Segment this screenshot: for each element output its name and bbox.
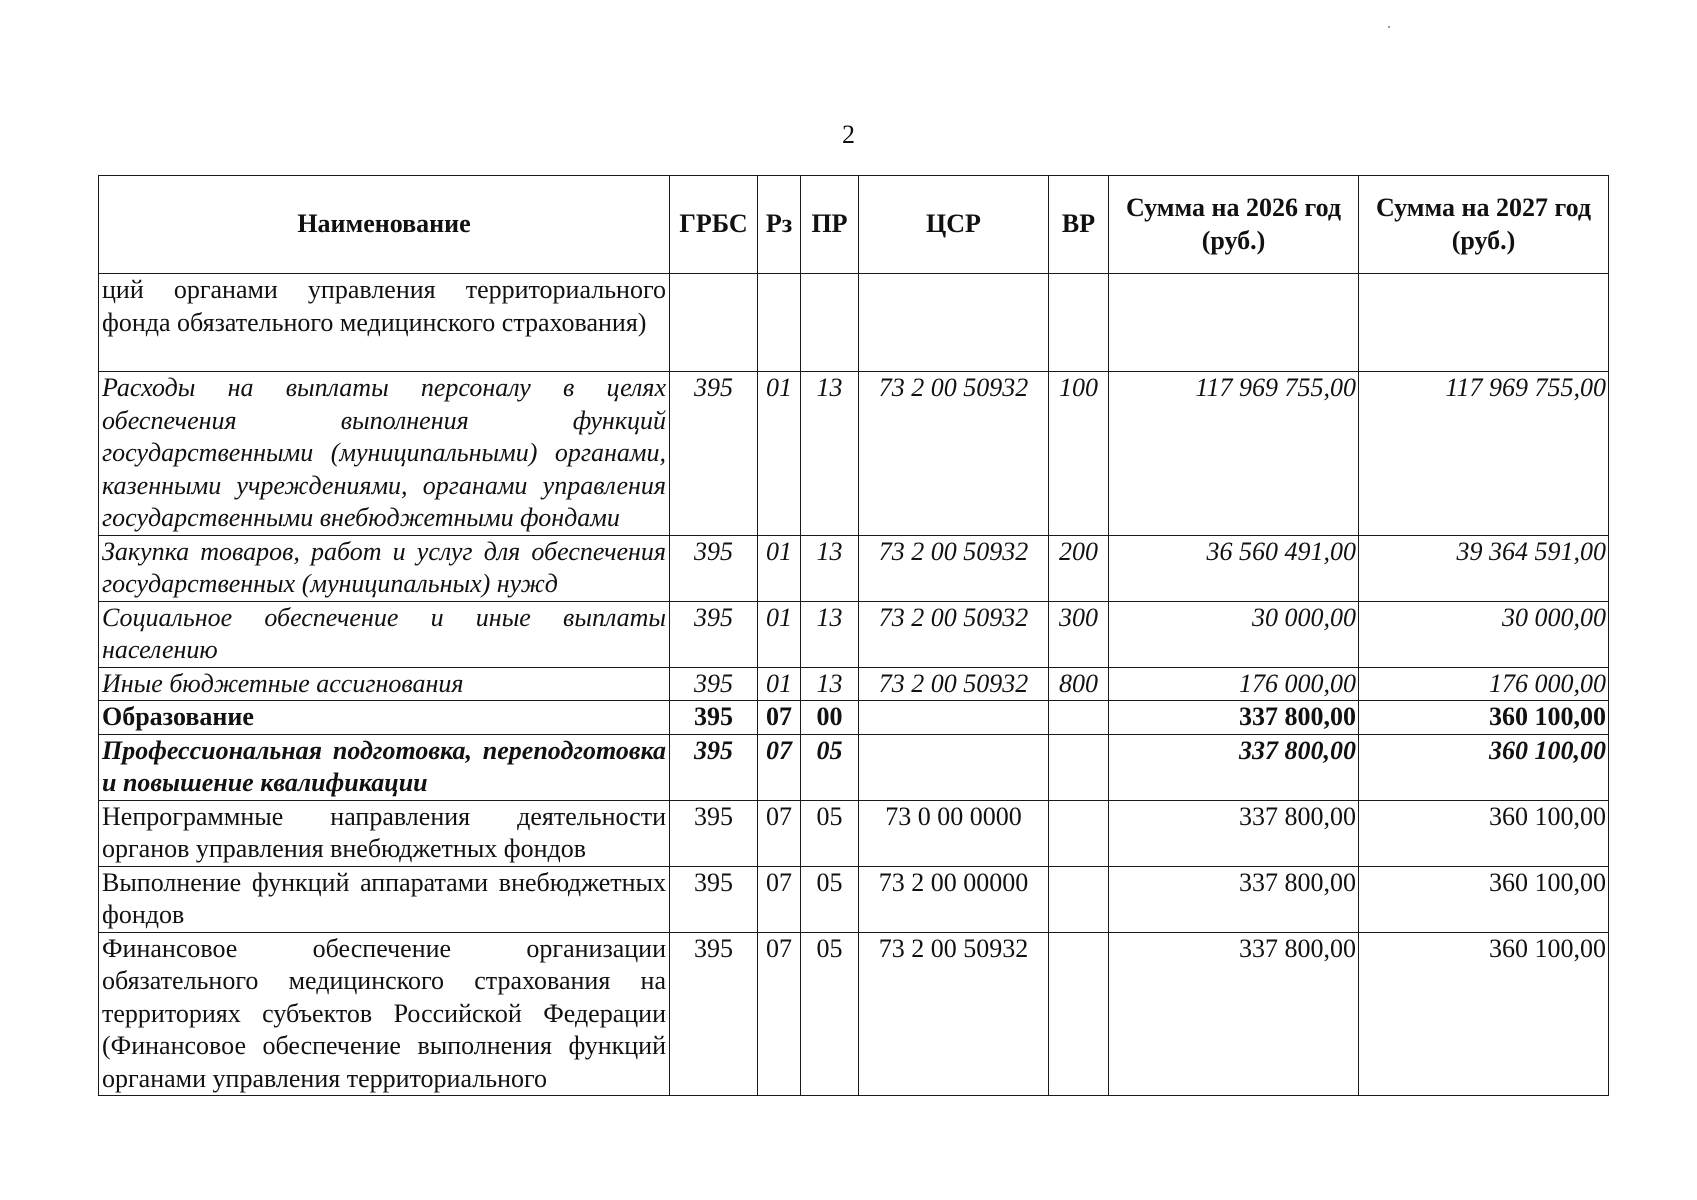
cell-sum-2027 xyxy=(1359,274,1609,372)
cell-rz: 01 xyxy=(758,667,801,701)
cell-sum-2027: 360 100,00 xyxy=(1359,866,1609,932)
table-row xyxy=(99,274,1609,372)
header-grbs: ГРБС xyxy=(670,176,758,274)
cell-csr xyxy=(859,734,1049,800)
cell-csr xyxy=(859,701,1049,735)
header-sum-2026: Сумма на 2026 год (руб.) xyxy=(1109,176,1359,274)
cell-pr: 05 xyxy=(801,734,859,800)
header-pr: ПР xyxy=(801,176,859,274)
cell-name: Социальное обеспечение и иные выплаты населению xyxy=(99,601,670,667)
cell-csr: 73 2 00 00000 xyxy=(859,866,1049,932)
cell-sum-2026: 337 800,00 xyxy=(1109,701,1359,735)
cell-name: ций органами управления территориального фонда обязательного медицинского страхования) xyxy=(99,274,670,372)
cell-sum-2026: 176 000,00 xyxy=(1109,667,1359,701)
table-header-row xyxy=(99,176,1609,274)
cell-grbs: 395 xyxy=(670,800,758,866)
cell-vr xyxy=(1049,866,1109,932)
cell-rz: 07 xyxy=(758,734,801,800)
budget-table xyxy=(98,175,1609,1096)
cell-pr: 13 xyxy=(801,601,859,667)
cell-sum-2027: 30 000,00 xyxy=(1359,601,1609,667)
cell-csr: 73 2 00 50932 xyxy=(859,601,1049,667)
cell-sum-2026: 117 969 755,00 xyxy=(1109,372,1359,536)
cell-grbs: 395 xyxy=(670,734,758,800)
table-row xyxy=(99,800,1609,866)
table-row xyxy=(99,734,1609,800)
table-row xyxy=(99,866,1609,932)
cell-name: Расходы на выплаты персоналу в целях обеспечения выполнения функций государственными (муниципальными) органами, казенными учреждениями, органами управления государственными внебюджетными фондами xyxy=(99,372,670,536)
cell-grbs: 395 xyxy=(670,701,758,735)
cell-sum-2027: 360 100,00 xyxy=(1359,734,1609,800)
cell-pr: 05 xyxy=(801,866,859,932)
cell-vr: 100 xyxy=(1049,372,1109,536)
header-vr: ВР xyxy=(1049,176,1109,274)
table-row xyxy=(99,372,1609,536)
cell-rz: 07 xyxy=(758,800,801,866)
header-sum-2027: Сумма на 2027 год (руб.) xyxy=(1359,176,1609,274)
cell-grbs: 395 xyxy=(670,372,758,536)
cell-rz: 01 xyxy=(758,601,801,667)
cell-grbs: 395 xyxy=(670,866,758,932)
cell-pr: 13 xyxy=(801,372,859,536)
cell-sum-2026: 337 800,00 xyxy=(1109,800,1359,866)
cell-sum-2026: 30 000,00 xyxy=(1109,601,1359,667)
cell-rz: 07 xyxy=(758,866,801,932)
cell-sum-2027: 39 364 591,00 xyxy=(1359,535,1609,601)
cell-name: Образование xyxy=(99,701,670,735)
cell-vr xyxy=(1049,274,1109,372)
cell-grbs: 395 xyxy=(670,601,758,667)
cell-sum-2027: 176 000,00 xyxy=(1359,667,1609,701)
cell-csr: 73 2 00 50932 xyxy=(859,535,1049,601)
cell-name: Закупка товаров, работ и услуг для обеспечения государственных (муниципальных) нужд xyxy=(99,535,670,601)
cell-rz: 01 xyxy=(758,535,801,601)
cell-sum-2027: 360 100,00 xyxy=(1359,800,1609,866)
cell-pr: 13 xyxy=(801,535,859,601)
cell-pr xyxy=(801,274,859,372)
cell-csr: 73 2 00 50932 xyxy=(859,667,1049,701)
cell-sum-2026: 36 560 491,00 xyxy=(1109,535,1359,601)
cell-grbs xyxy=(670,274,758,372)
cell-rz: 01 xyxy=(758,372,801,536)
cell-grbs: 395 xyxy=(670,932,758,1096)
cell-sum-2026: 337 800,00 xyxy=(1109,734,1359,800)
page-number: 2 xyxy=(842,120,855,149)
cell-vr: 800 xyxy=(1049,667,1109,701)
cell-rz: 07 xyxy=(758,701,801,735)
cell-rz xyxy=(758,274,801,372)
table-row xyxy=(99,667,1609,701)
cell-csr: 73 2 00 50932 xyxy=(859,372,1049,536)
cell-sum-2027: 117 969 755,00 xyxy=(1359,372,1609,536)
table-row xyxy=(99,701,1609,735)
cell-grbs: 395 xyxy=(670,535,758,601)
cell-pr: 13 xyxy=(801,667,859,701)
cell-vr xyxy=(1049,734,1109,800)
header-rz: Рз xyxy=(758,176,801,274)
cell-name: Непрограммные направления деятельности органов управления внебюджетных фондов xyxy=(99,800,670,866)
cell-sum-2026: 337 800,00 xyxy=(1109,866,1359,932)
header-name: Наименование xyxy=(99,176,670,274)
cell-name: Профессиональная подготовка, переподготовка и повышение квалификации xyxy=(99,734,670,800)
cell-vr xyxy=(1049,932,1109,1096)
cell-vr: 200 xyxy=(1049,535,1109,601)
cell-pr: 00 xyxy=(801,701,859,735)
scan-speck xyxy=(1388,26,1390,28)
table-row xyxy=(99,932,1609,1096)
cell-grbs: 395 xyxy=(670,667,758,701)
header-csr: ЦСР xyxy=(859,176,1049,274)
cell-pr: 05 xyxy=(801,800,859,866)
cell-name: Выполнение функций аппаратами внебюджетных фондов xyxy=(99,866,670,932)
cell-csr: 73 0 00 0000 xyxy=(859,800,1049,866)
cell-csr xyxy=(859,274,1049,372)
cell-name: Финансовое обеспечение организации обязательного медицинского страхования на территориях субъектов Российской Федерации (Финансовое обеспечение выполнения функций органами управления территориального xyxy=(99,932,670,1096)
cell-vr: 300 xyxy=(1049,601,1109,667)
cell-vr xyxy=(1049,701,1109,735)
cell-name: Иные бюджетные ассигнования xyxy=(99,667,670,701)
cell-sum-2026: 337 800,00 xyxy=(1109,932,1359,1096)
cell-sum-2027: 360 100,00 xyxy=(1359,932,1609,1096)
cell-sum-2027: 360 100,00 xyxy=(1359,701,1609,735)
cell-csr: 73 2 00 50932 xyxy=(859,932,1049,1096)
cell-pr: 05 xyxy=(801,932,859,1096)
cell-rz: 07 xyxy=(758,932,801,1096)
cell-sum-2026 xyxy=(1109,274,1359,372)
table-row xyxy=(99,601,1609,667)
cell-vr xyxy=(1049,800,1109,866)
table-row xyxy=(99,535,1609,601)
